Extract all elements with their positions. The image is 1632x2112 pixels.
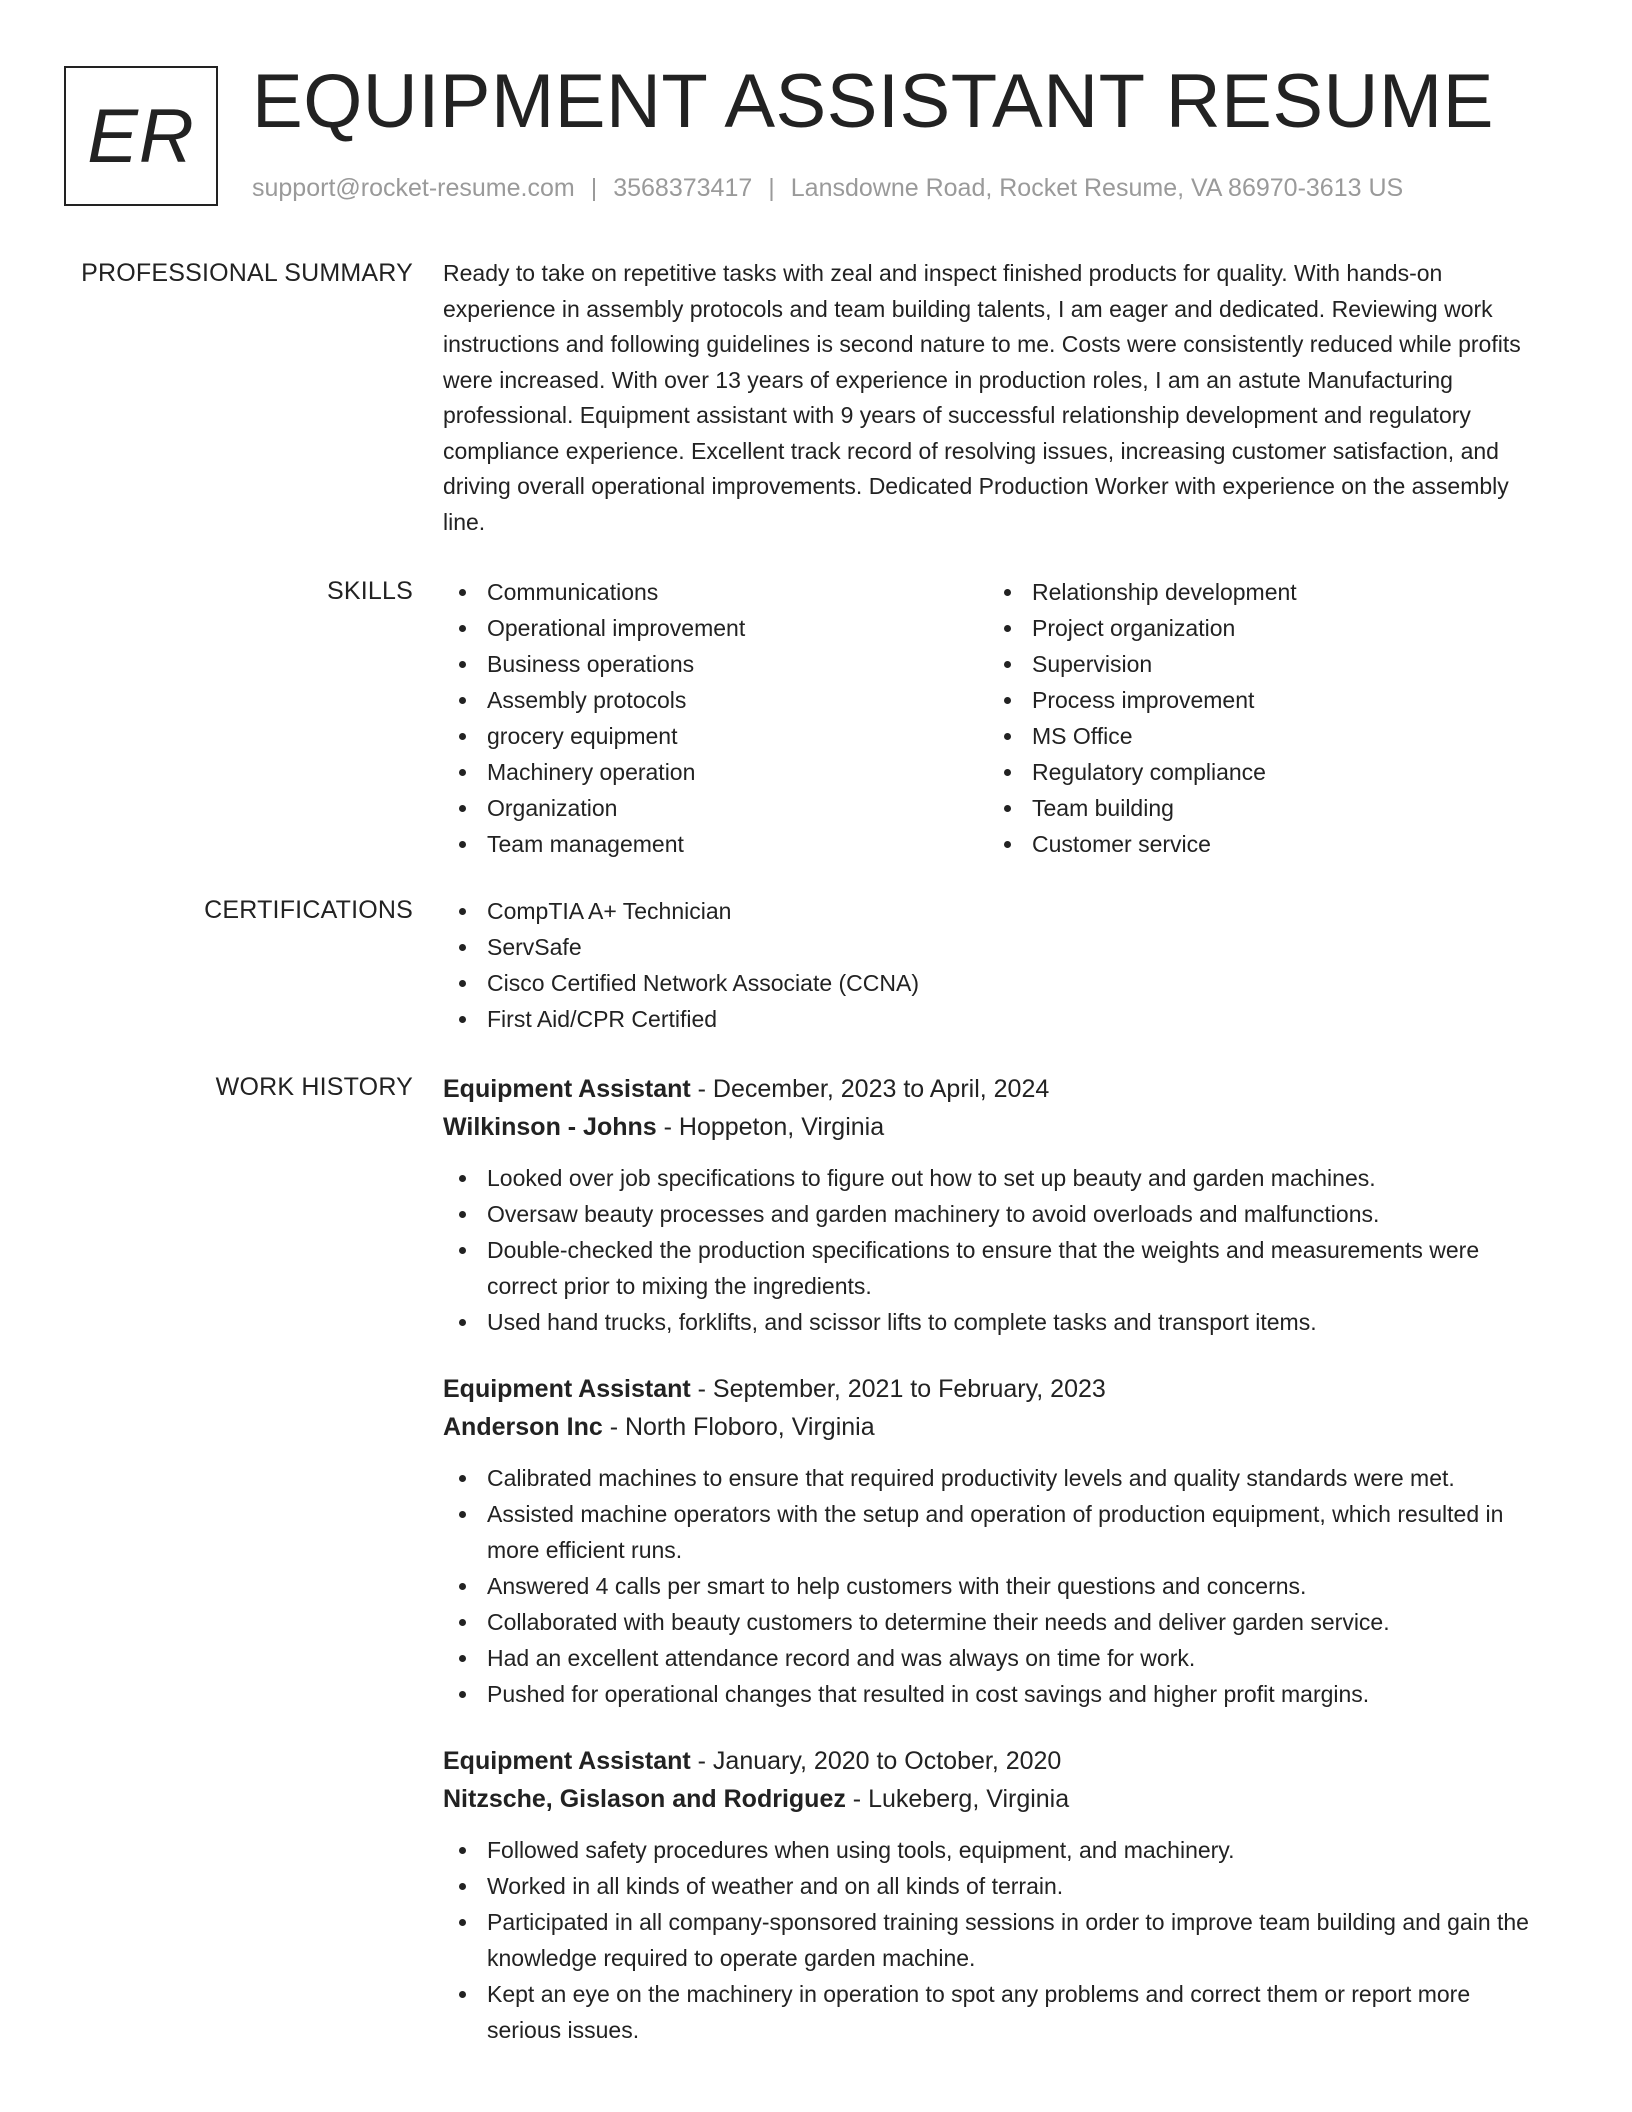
certification-item: CompTIA A+ Technician bbox=[443, 893, 1543, 929]
skill-item: Project organization bbox=[988, 610, 1533, 646]
skills-list-right bbox=[988, 574, 1533, 862]
certification-item: First Aid/CPR Certified bbox=[443, 1001, 1543, 1037]
job-bullet: Calibrated machines to ensure that required productivity levels and quality standards were met. bbox=[443, 1460, 1543, 1496]
job-company: Wilkinson - Johns bbox=[443, 1113, 657, 1141]
skill-item: Operational improvement bbox=[443, 610, 988, 646]
job-company-line bbox=[443, 1780, 1543, 1818]
contact-email[interactable]: support@rocket-resume.com bbox=[252, 174, 575, 202]
skill-item: Relationship development bbox=[988, 574, 1533, 610]
skill-item: MS Office bbox=[988, 718, 1533, 754]
job-bullet-list bbox=[443, 1832, 1543, 2048]
certifications-list bbox=[443, 893, 1543, 1037]
contact-separator: | bbox=[768, 174, 775, 202]
job-location: - Lukeberg, Virginia bbox=[845, 1785, 1070, 1813]
job-bullet: Followed safety procedures when using tools, equipment, and machinery. bbox=[443, 1832, 1543, 1868]
skill-item: Machinery operation bbox=[443, 754, 988, 790]
job-bullet: Oversaw beauty processes and garden machinery to avoid overloads and malfunctions. bbox=[443, 1196, 1543, 1232]
job-dates: - December, 2023 to April, 2024 bbox=[690, 1075, 1050, 1103]
skills-body bbox=[443, 574, 1543, 862]
resume-title: EQUIPMENT ASSISTANT RESUME bbox=[252, 59, 1494, 144]
job-bullet: Used hand trucks, forklifts, and scissor lifts to complete tasks and transport items. bbox=[443, 1304, 1543, 1340]
job-bullet: Answered 4 calls per smart to help customers with their questions and concerns. bbox=[443, 1568, 1543, 1604]
monogram-logo: ER bbox=[64, 66, 218, 206]
contact-separator: | bbox=[590, 174, 598, 202]
certifications-body bbox=[443, 893, 1543, 1037]
skill-item: Process improvement bbox=[988, 682, 1533, 718]
job-title-line bbox=[443, 1742, 1543, 1780]
summary-text: Ready to take on repetitive tasks with zeal and inspect finished products for quality. With hands-on experience in assembly protocols and team building talents, I am eager and dedicated. Reviewing work instructions and following guidelines is second nature to me. Costs were consistently reduced while profits were increased. With over 13 years of experience in production roles, I am an astute Manufacturing professional. Equipment assistant with 9 years of successful relationship development and regulatory compliance experience. Excellent track record of resolving issues, increasing customer satisfaction, and driving overall operational improvements. Dedicated Production Worker with experience on the assembly line. bbox=[443, 260, 1521, 535]
section-title-skills: SKILLS bbox=[327, 577, 413, 605]
skill-item: Team management bbox=[443, 826, 988, 862]
skills-list-left bbox=[443, 574, 988, 862]
job-bullet-list bbox=[443, 1160, 1543, 1340]
skill-item: grocery equipment bbox=[443, 718, 988, 754]
job-entry bbox=[443, 1742, 1543, 2048]
job-entry bbox=[443, 1370, 1543, 1712]
certification-item: ServSafe bbox=[443, 929, 1543, 965]
job-position: Equipment Assistant bbox=[443, 1075, 691, 1103]
skill-item: Regulatory compliance bbox=[988, 754, 1533, 790]
job-bullet: Pushed for operational changes that resulted in cost savings and higher profit margins. bbox=[443, 1676, 1543, 1712]
job-position: Equipment Assistant bbox=[443, 1747, 691, 1775]
summary-body bbox=[443, 256, 1543, 540]
skills-grid bbox=[443, 574, 1543, 862]
job-company: Nitzsche, Gislason and Rodriguez bbox=[443, 1785, 846, 1813]
job-company-line bbox=[443, 1108, 1543, 1146]
job-bullet: Looked over job specifications to figure out how to set up beauty and garden machines. bbox=[443, 1160, 1543, 1196]
contact-address: Lansdowne Road, Rocket Resume, VA 86970-3613 US bbox=[790, 174, 1404, 202]
job-location: - North Floboro, Virginia bbox=[602, 1413, 875, 1441]
job-bullet: Assisted machine operators with the setup and operation of production equipment, which resulted in more efficient runs. bbox=[443, 1496, 1543, 1568]
contact-phone[interactable]: 3568373417 bbox=[613, 174, 753, 202]
certification-item: Cisco Certified Network Associate (CCNA) bbox=[443, 965, 1543, 1001]
job-title-line bbox=[443, 1070, 1543, 1108]
job-bullet: Collaborated with beauty customers to determine their needs and deliver garden service. bbox=[443, 1604, 1543, 1640]
section-title-work-history: WORK HISTORY bbox=[215, 1073, 413, 1101]
job-dates: - January, 2020 to October, 2020 bbox=[690, 1747, 1062, 1775]
skill-item: Team building bbox=[988, 790, 1533, 826]
skill-item: Organization bbox=[443, 790, 988, 826]
job-bullet-list bbox=[443, 1460, 1543, 1712]
job-title-line bbox=[443, 1370, 1543, 1408]
job-bullet: Kept an eye on the machinery in operation to spot any problems and correct them or report more serious issues. bbox=[443, 1976, 1543, 2048]
job-bullet: Had an excellent attendance record and was always on time for work. bbox=[443, 1640, 1543, 1676]
skill-item: Communications bbox=[443, 574, 988, 610]
job-bullet: Participated in all company-sponsored training sessions in order to improve team building and gain the knowledge required to operate garden machine. bbox=[443, 1904, 1543, 1976]
section-title-certifications: CERTIFICATIONS bbox=[204, 896, 413, 924]
work-history-body bbox=[443, 1070, 1543, 2078]
job-position: Equipment Assistant bbox=[443, 1375, 691, 1403]
job-company-line bbox=[443, 1408, 1543, 1446]
job-bullet: Double-checked the production specifications to ensure that the weights and measurements were correct prior to mixing the ingredients. bbox=[443, 1232, 1543, 1304]
section-title-summary: PROFESSIONAL SUMMARY bbox=[81, 259, 413, 287]
skill-item: Business operations bbox=[443, 646, 988, 682]
contact-line bbox=[252, 174, 1403, 203]
job-entry bbox=[443, 1070, 1543, 1340]
job-company: Anderson Inc bbox=[443, 1413, 603, 1441]
skill-item: Customer service bbox=[988, 826, 1533, 862]
skill-item: Supervision bbox=[988, 646, 1533, 682]
job-dates: - September, 2021 to February, 2023 bbox=[690, 1375, 1106, 1403]
skill-item: Assembly protocols bbox=[443, 682, 988, 718]
job-bullet: Worked in all kinds of weather and on all kinds of terrain. bbox=[443, 1868, 1543, 1904]
job-location: - Hoppeton, Virginia bbox=[656, 1113, 885, 1141]
